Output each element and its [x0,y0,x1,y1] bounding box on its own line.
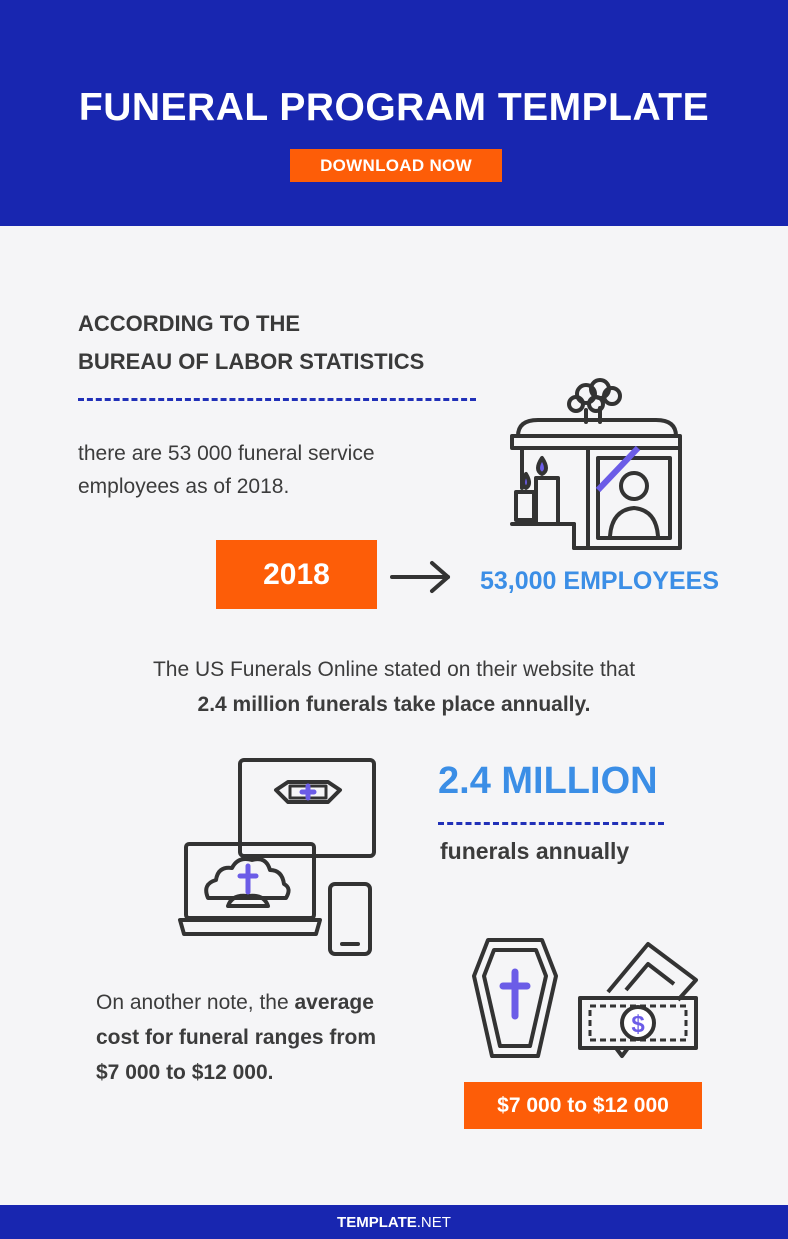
cost-description-line3: $7 000 to $12 000. [96,1061,274,1084]
source-heading-line2: BUREAU OF LABOR STATISTICS [78,349,425,374]
cost-description-line2: cost for funeral ranges from [96,1026,377,1049]
coffin-cross-icon [470,938,560,1058]
right-arrow-icon [390,560,452,594]
computer-devices-icon [178,758,378,958]
page-title: FUNERAL PROGRAM TEMPLATE [78,86,710,129]
employee-stat-line1: there are 53 000 funeral service [78,442,375,465]
money-icon [578,942,698,1058]
svg-text:$: $ [631,1011,645,1038]
header-banner [0,0,788,226]
dashed-divider [78,398,476,401]
funerals-online-text: The US Funerals Online stated on their website that [152,658,636,681]
employees-count: 53,000 EMPLOYEES [480,567,720,595]
cost-description [96,985,436,1090]
footer-brand[interactable]: TEMPLATE.NET [337,1213,451,1231]
funerals-annually-caption: funerals annually [440,838,630,864]
download-button[interactable]: DOWNLOAD NOW [290,149,502,182]
source-heading [78,305,424,381]
year-badge: 2018 [216,540,377,609]
dashed-divider-2 [438,822,664,825]
cost-range-badge: $7 000 to $12 000 [464,1082,702,1129]
source-heading-line1: ACCORDING TO THE [78,311,301,336]
footer-bar [0,1205,788,1239]
funerals-online-highlight: 2.4 million funerals take place annually. [197,693,591,716]
million-figure: 2.4 MILLION [438,760,658,802]
casket-memorial-icon [508,378,684,550]
employee-stat-line2: employees as of 2018. [78,475,290,498]
cost-description-line1: On another note, the average [96,991,374,1014]
employee-stat-text [78,437,375,503]
